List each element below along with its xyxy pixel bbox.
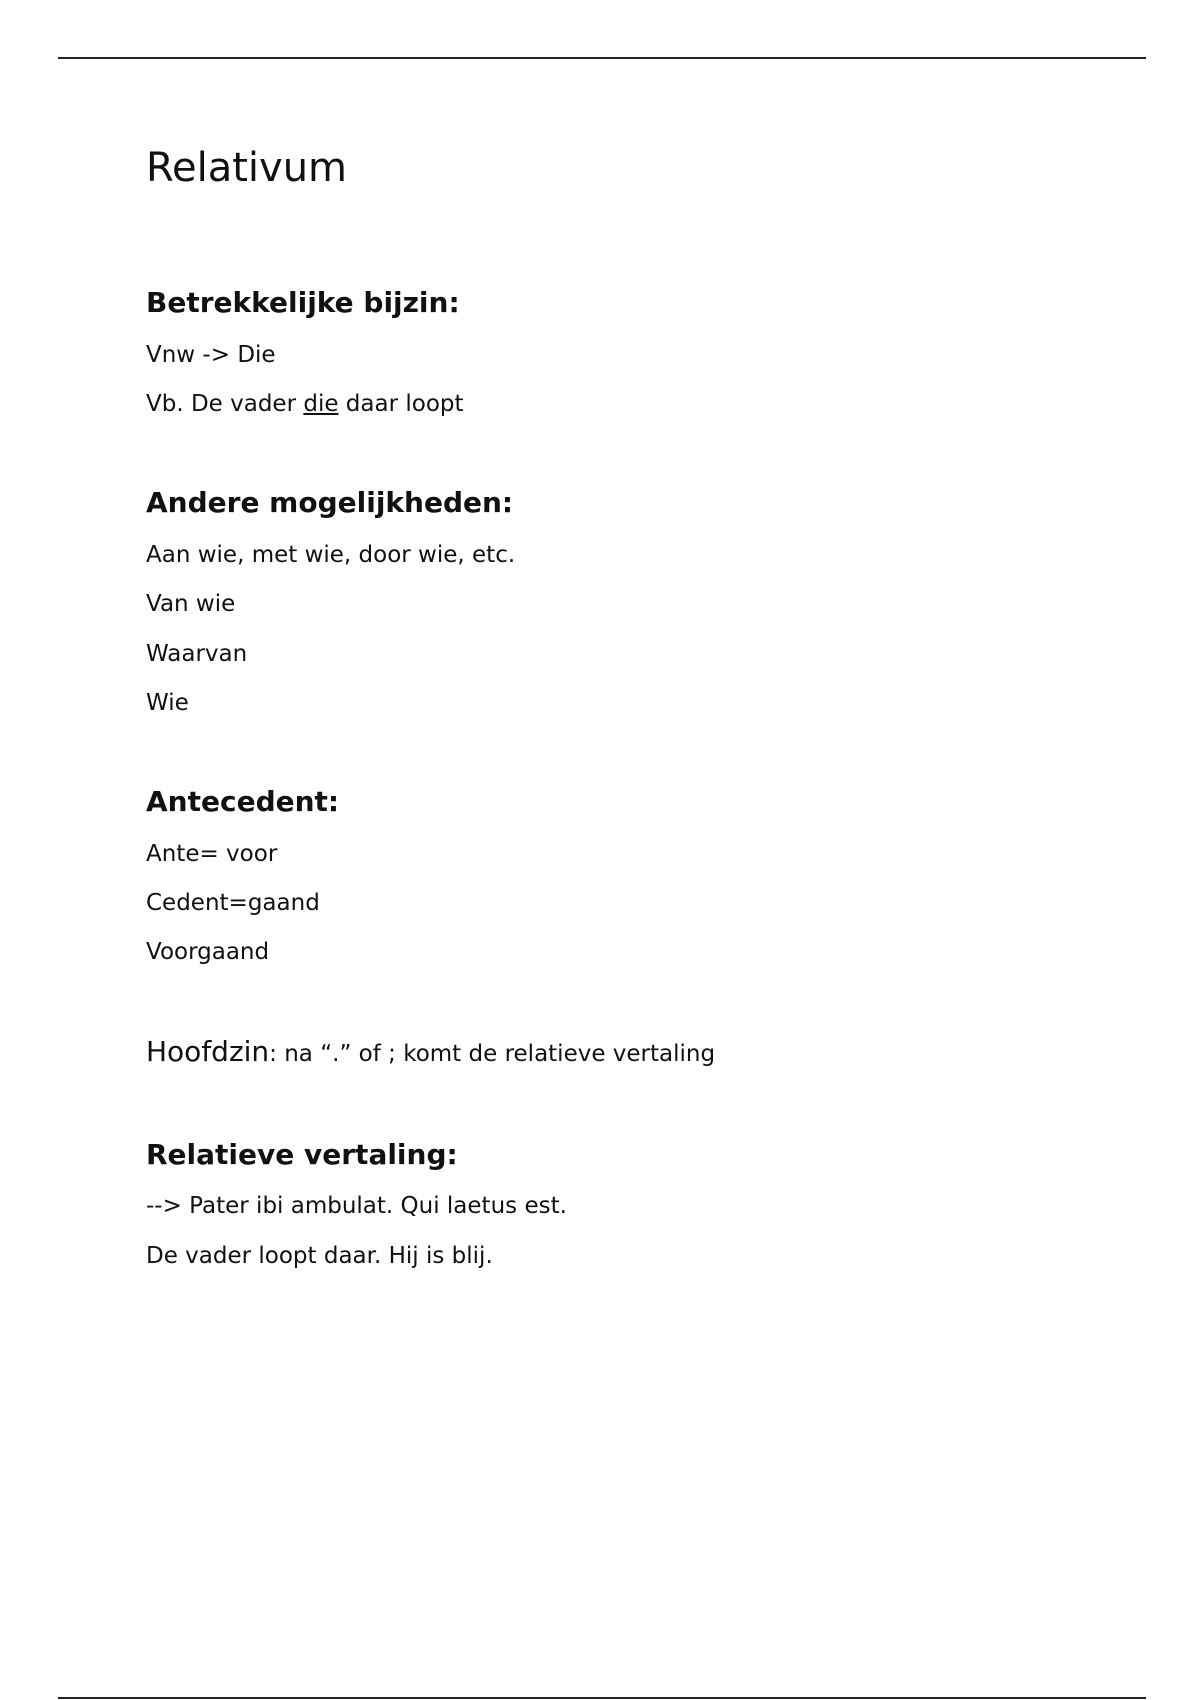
text-line: Vnw -> Die bbox=[146, 342, 276, 368]
text-line: Voorgaand bbox=[146, 939, 270, 965]
text-line: De vader loopt daar. Hij is blij. bbox=[146, 1243, 493, 1269]
text-line: --> Pater ibi ambulat. Qui laetus est. bbox=[146, 1193, 567, 1219]
underlined-word: die bbox=[303, 391, 339, 417]
text-line: Aan wie, met wie, door wie, etc. bbox=[146, 542, 516, 568]
example-line bbox=[146, 388, 464, 420]
text-line: Van wie bbox=[146, 591, 236, 617]
heading-andere-mogelijkheden: Andere mogelijkheden: bbox=[146, 486, 514, 519]
hoofdzin-text: : na “.” of ; komt de relatieve vertaling bbox=[269, 1041, 716, 1067]
example-text: daar loopt bbox=[338, 391, 464, 417]
text-line: Ante= voor bbox=[146, 841, 278, 867]
example-text: Vb. De vader bbox=[146, 391, 304, 417]
text-line: Waarvan bbox=[146, 641, 248, 667]
hoofdzin-line bbox=[146, 1036, 715, 1070]
hoofdzin-term: Hoofdzin bbox=[146, 1035, 270, 1068]
text-line: Wie bbox=[146, 690, 189, 716]
bottom-rule bbox=[58, 1697, 1146, 1699]
heading-antecedent: Antecedent: bbox=[146, 785, 340, 818]
top-rule bbox=[58, 57, 1146, 59]
text-line: Cedent=gaand bbox=[146, 890, 320, 916]
heading-relatieve-vertaling: Relatieve vertaling: bbox=[146, 1138, 458, 1171]
page-title: Relativum bbox=[146, 145, 348, 191]
heading-betrekkelijke-bijzin: Betrekkelijke bijzin: bbox=[146, 286, 460, 319]
